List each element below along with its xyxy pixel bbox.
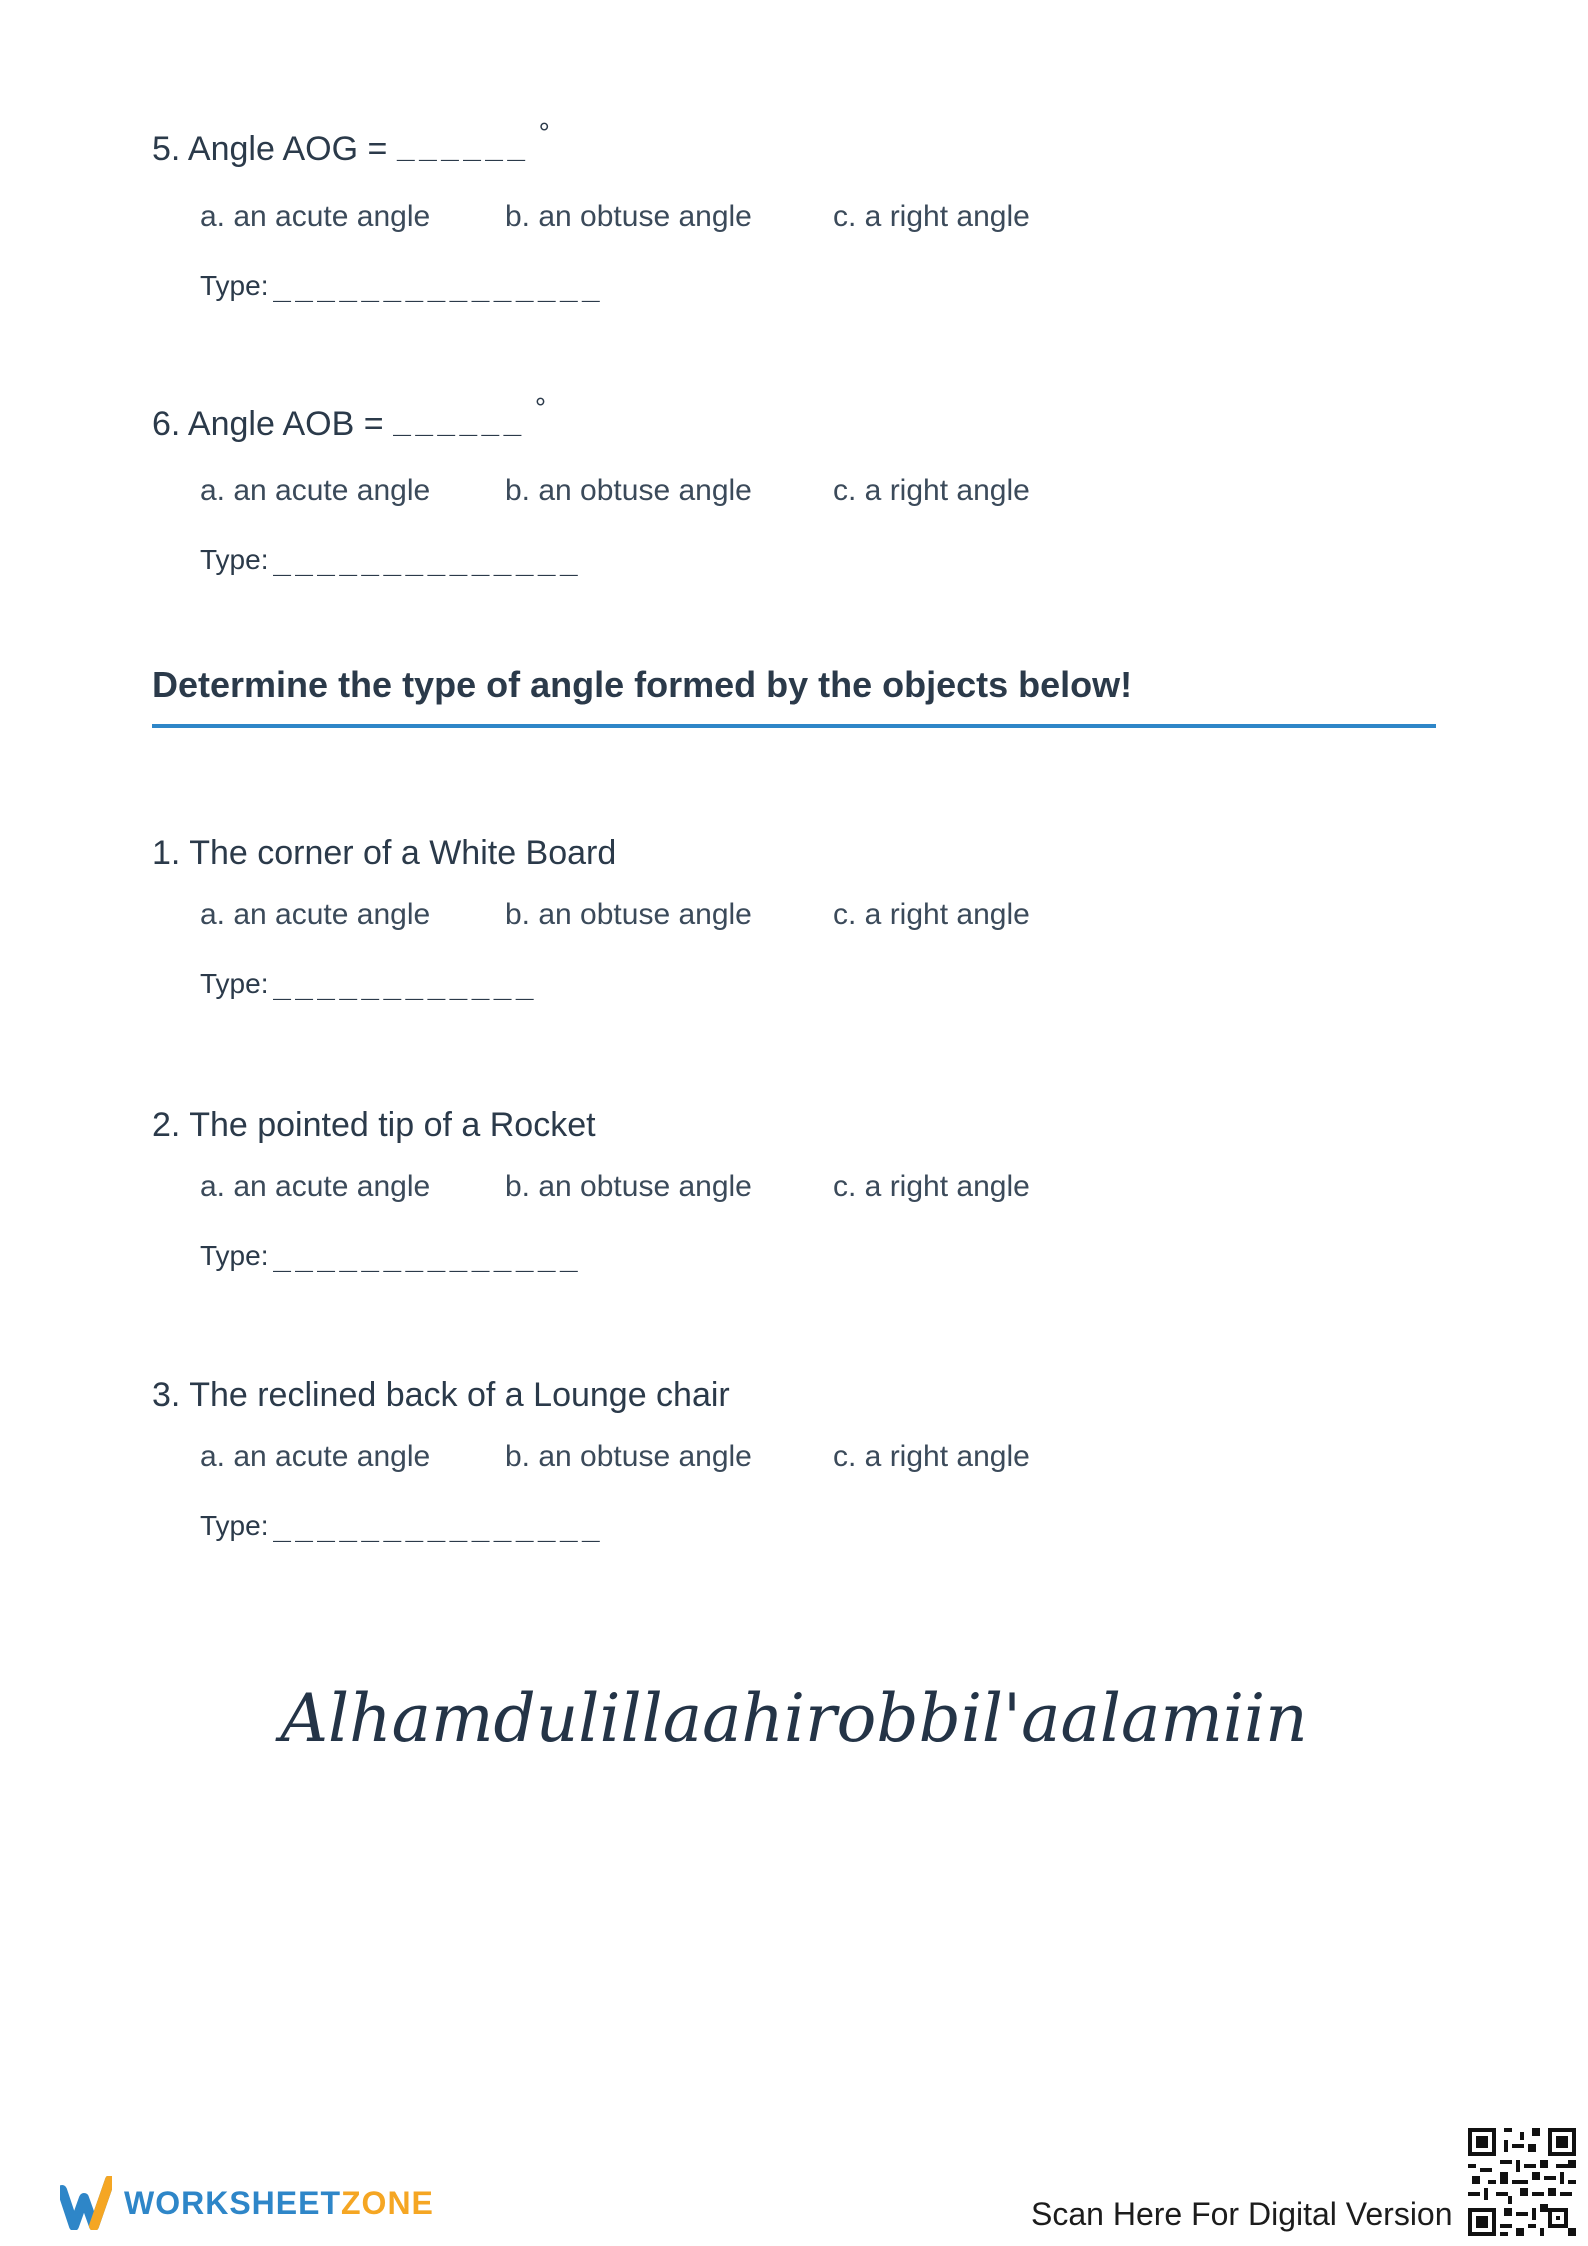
type-label: Type:: [200, 270, 269, 301]
footer-logo: [60, 2176, 434, 2230]
type-row: [200, 966, 538, 1001]
degree-symbol: °: [538, 117, 550, 148]
option-a[interactable]: a. an acute angle: [200, 474, 431, 507]
qr-code-icon[interactable]: [1468, 2128, 1576, 2236]
type-answer-blank[interactable]: ______________: [272, 542, 582, 577]
question-2-title: 2. The pointed tip of a Rocket: [152, 1106, 596, 1144]
type-label: Type:: [200, 544, 269, 575]
brand-part-1: WORKSHEET: [124, 2184, 341, 2221]
type-answer-blank[interactable]: _______________: [272, 1508, 604, 1543]
option-a[interactable]: a. an acute angle: [200, 1170, 431, 1203]
option-b[interactable]: b. an obtuse angle: [505, 474, 752, 507]
type-answer-blank[interactable]: _______________: [272, 268, 604, 303]
option-a[interactable]: a. an acute angle: [200, 898, 431, 931]
option-b[interactable]: b. an obtuse angle: [505, 200, 752, 233]
brand-part-2: ZONE: [341, 2184, 434, 2221]
type-answer-blank[interactable]: ______________: [272, 1238, 582, 1273]
degree-symbol: °: [534, 392, 547, 423]
scan-text: Scan Here For Digital Version: [1031, 2196, 1453, 2232]
option-c[interactable]: c. a right angle: [833, 200, 1030, 233]
type-label: Type:: [200, 968, 269, 999]
option-a[interactable]: a. an acute angle: [200, 200, 431, 233]
worksheetzone-logo-icon: [60, 2176, 112, 2230]
answer-blank[interactable]: ______: [396, 127, 530, 162]
option-c[interactable]: c. a right angle: [833, 898, 1030, 931]
type-row: [200, 542, 582, 577]
type-row: [200, 1238, 582, 1273]
question-5-text: 5. Angle AOG =: [152, 130, 388, 168]
type-row: [200, 268, 604, 303]
type-label: Type:: [200, 1510, 269, 1541]
option-b[interactable]: b. an obtuse angle: [505, 1170, 752, 1203]
section-heading: Determine the type of angle formed by the objects below!: [152, 664, 1133, 705]
question-6-title: [152, 392, 547, 444]
question-6-text: 6. Angle AOB =: [152, 405, 384, 443]
option-a[interactable]: a. an acute angle: [200, 1440, 431, 1473]
question-5-title: [152, 117, 550, 169]
option-c[interactable]: c. a right angle: [833, 474, 1030, 507]
option-c[interactable]: c. a right angle: [833, 1440, 1030, 1473]
closing-phrase: Alhamdulillaahirobbil'aalamiin: [280, 1680, 1308, 1757]
answer-blank[interactable]: ______: [393, 402, 526, 437]
section-divider: [152, 724, 1436, 728]
option-b[interactable]: b. an obtuse angle: [505, 898, 752, 931]
option-c[interactable]: c. a right angle: [833, 1170, 1030, 1203]
type-label: Type:: [200, 1240, 269, 1271]
type-answer-blank[interactable]: ____________: [272, 966, 538, 1001]
type-row: [200, 1508, 604, 1543]
footer-brand: [124, 2185, 434, 2222]
qr-code-graphic: [1468, 2128, 1576, 2236]
question-1-title: 1. The corner of a White Board: [152, 834, 617, 872]
option-b[interactable]: b. an obtuse angle: [505, 1440, 752, 1473]
question-3-title: 3. The reclined back of a Lounge chair: [152, 1376, 730, 1414]
